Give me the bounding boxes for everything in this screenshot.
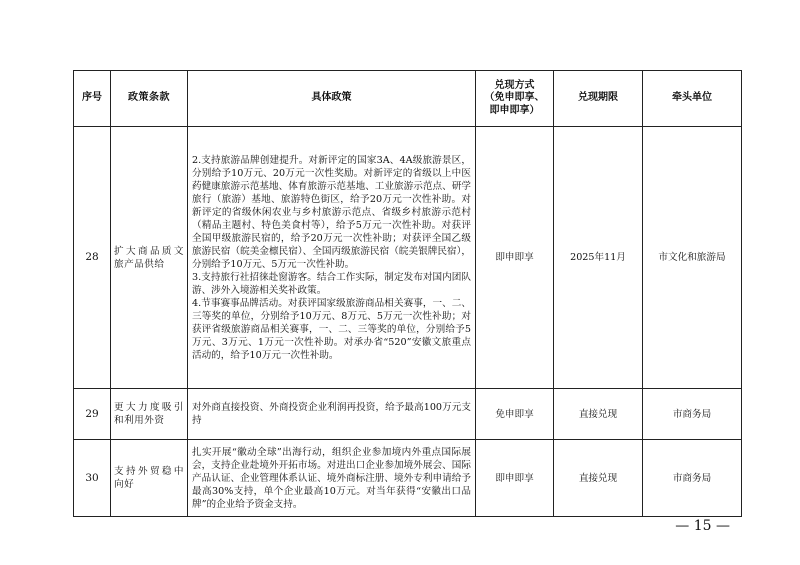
table-row <box>74 127 742 389</box>
table-row <box>74 389 742 440</box>
row-policy <box>188 389 476 440</box>
row-mode: 即申即享 <box>476 127 554 389</box>
row-unit: 市商务局 <box>643 389 742 440</box>
row-unit: 市文化和旅游局 <box>643 127 742 389</box>
page-number: — 15 — <box>675 518 730 534</box>
row-mode: 即申即享 <box>476 440 554 517</box>
row-item: 扩大商品质文旅产品供给 <box>111 127 188 389</box>
policy-paragraph: 扎实开展“徽动全球”出海行动，组织企业参加境内外重点国际展会，支持企业赴境外开拓市场。对进出口企业参加境外展会、国际产品认证、企业管理体系认证、境外商标注册、境外专利申请给予最高30%支持，单个企业最高10万元。对当年获得“安徽出口品牌”的企业给予资金支持。 <box>192 446 471 510</box>
policy-table <box>73 70 742 517</box>
table-row <box>74 440 742 517</box>
row-unit: 市商务局 <box>643 440 742 517</box>
row-no: 29 <box>74 389 111 440</box>
policy-paragraph: 2.支持旅游品牌创建提升。对新评定的国家3A、4A级旅游景区，分别给予10万元、20万元一次性奖励。对新评定的省级以上中医药健康旅游示范基地、体育旅游示范基地、工业旅游示范点、研学旅行（旅游）基地、旅游特色街区，给予20万元一次性补助。对新评定的省级休闲农业与乡村旅游示范点、省级乡村旅游示范村（精品主题村、特色美食村等），给予5万元一次性补助。对获评全国甲级旅游民宿的，给予20万元一次性补助；对获评全国乙级旅游民宿（皖美金檩民宿）、全国丙级旅游民宿（皖美银牌民宿），分别给予10万元、5万元一次性补助。 <box>192 154 471 270</box>
row-period: 直接兑现 <box>554 440 643 517</box>
header-period: 兑现期限 <box>554 71 643 127</box>
header-unit: 牵头单位 <box>643 71 742 127</box>
row-period: 2025年11月 <box>554 127 643 389</box>
row-policy <box>188 127 476 389</box>
row-item: 更大力度吸引和利用外资 <box>111 389 188 440</box>
row-mode: 免申即享 <box>476 389 554 440</box>
header-policy: 具体政策 <box>188 71 476 127</box>
header-mode-line2: （免申即享、 <box>484 92 545 104</box>
policy-paragraph: 对外商直接投资、外商投资企业利润再投资，给予最高100万元支持 <box>192 402 471 426</box>
header-mode <box>476 71 554 127</box>
row-no: 30 <box>74 440 111 517</box>
row-period: 直接兑现 <box>554 389 643 440</box>
row-item: 支持外贸稳中向好 <box>111 440 188 517</box>
table-header-row <box>74 71 742 127</box>
policy-paragraph: 4.节事赛事品牌活动。对获评国家级旅游商品相关赛事，一、二、三等奖的单位，分别给予10万元、8万元、5万元一次性补助；对获评省级旅游商品相关赛事，一、二、三等奖的单位，分别给予5万元、3万元、1万元一次性补助。对承办省“520”安徽文旅重点活动的，给予10万元一次性补助。 <box>192 297 471 361</box>
row-policy <box>188 440 476 517</box>
header-mode-line1: 兑现方式 <box>494 79 535 91</box>
header-no: 序号 <box>74 71 111 127</box>
header-mode-line3: 即申即享） <box>489 104 540 116</box>
row-no: 28 <box>74 127 111 389</box>
policy-paragraph: 3.支持旅行社招徕赴窗游客。结合工作实际，制定发布对国内团队游、涉外入境游相关奖补政策。 <box>192 271 471 296</box>
header-item: 政策条款 <box>111 71 188 127</box>
